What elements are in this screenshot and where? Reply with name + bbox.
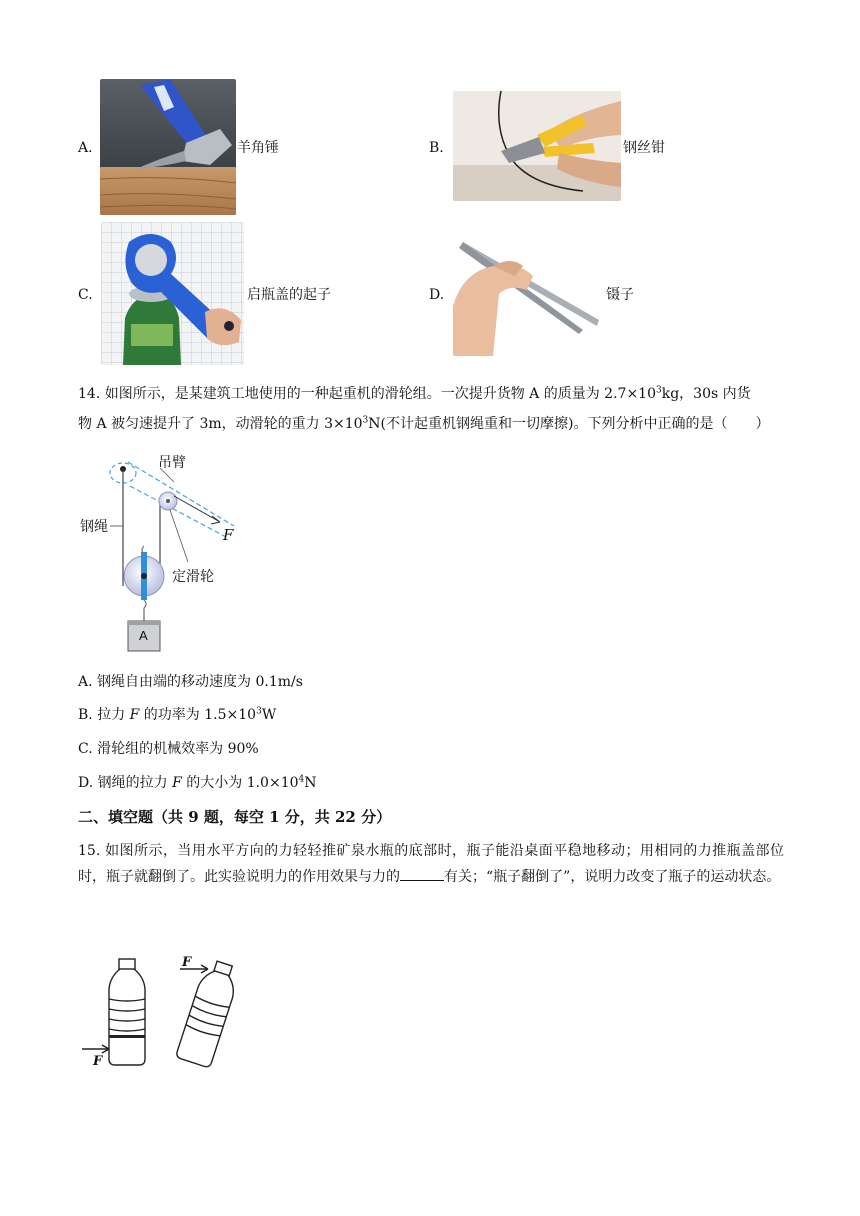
label-boom: 吊臂 — [158, 455, 186, 471]
label-force-bottom: F — [93, 1054, 103, 1069]
option-letter: B. — [429, 140, 444, 156]
question-15-text: 15. 如图所示，当用水平方向的力轻轻推矿泉水瓶的底部时，瓶子能沿桌面平稳地移动；用相同的力推瓶盖部位时，瓶子就翻倒了。此实验说明力的作用效果与力的 有关；“瓶子翻倒了”，说明力改变了瓶子的运动状态。 — [78, 843, 784, 885]
label-force-top: F — [182, 955, 192, 970]
option-label: 启瓶盖的起子 — [247, 287, 331, 303]
label-force-f: F — [223, 526, 234, 544]
option-letter: A. — [78, 140, 93, 156]
option-label: 镊子 — [606, 287, 634, 303]
crane-pulley-diagram — [78, 446, 248, 656]
choice-c: C. 滑轮组的机械效率为 90% — [78, 741, 259, 757]
bottle-push-diagram — [78, 955, 258, 1075]
option-letter: C. — [78, 287, 93, 303]
label-cargo-a: A — [139, 628, 148, 643]
choice-b: B. 拉力 F 的功率为 $1.5\times 10^3W$ — [78, 706, 277, 723]
tweezers-icon — [453, 236, 602, 356]
question-14-text-line-2: 物 A 被匀速提升了 3m，动滑轮的重力 $3\times 10^3N$(不计起重机钢绳重和一切摩擦)。下列分析中正确的是（ ） — [78, 415, 770, 432]
option-label: 羊角锤 — [237, 140, 279, 156]
answer-blank[interactable] — [400, 866, 444, 881]
wire-pliers-icon — [453, 91, 621, 201]
bottle-opener-icon — [101, 222, 244, 365]
section-heading: 二、填空题（共 9 题，每空 1 分，共 22 分） — [78, 808, 392, 826]
label-rope: 钢绳 — [80, 519, 108, 535]
option-letter: D. — [429, 287, 445, 303]
choice-a: A. 钢绳自由端的移动速度为 0.1m/s — [78, 674, 303, 690]
choice-d: D. 钢绳的拉力 F 的大小为 $1.0\times 10^4N$ — [78, 774, 317, 791]
option-label: 钢丝钳 — [623, 140, 665, 156]
label-fixed-pulley: 定滑轮 — [172, 569, 214, 585]
question-14-text-line-1: 14. 如图所示，是某建筑工地使用的一种起重机的滑轮组。一次提升货物 A 的质量为 $2.7\times 10^3kg$，30s 内货 — [78, 385, 751, 402]
claw-hammer-icon — [100, 79, 236, 215]
